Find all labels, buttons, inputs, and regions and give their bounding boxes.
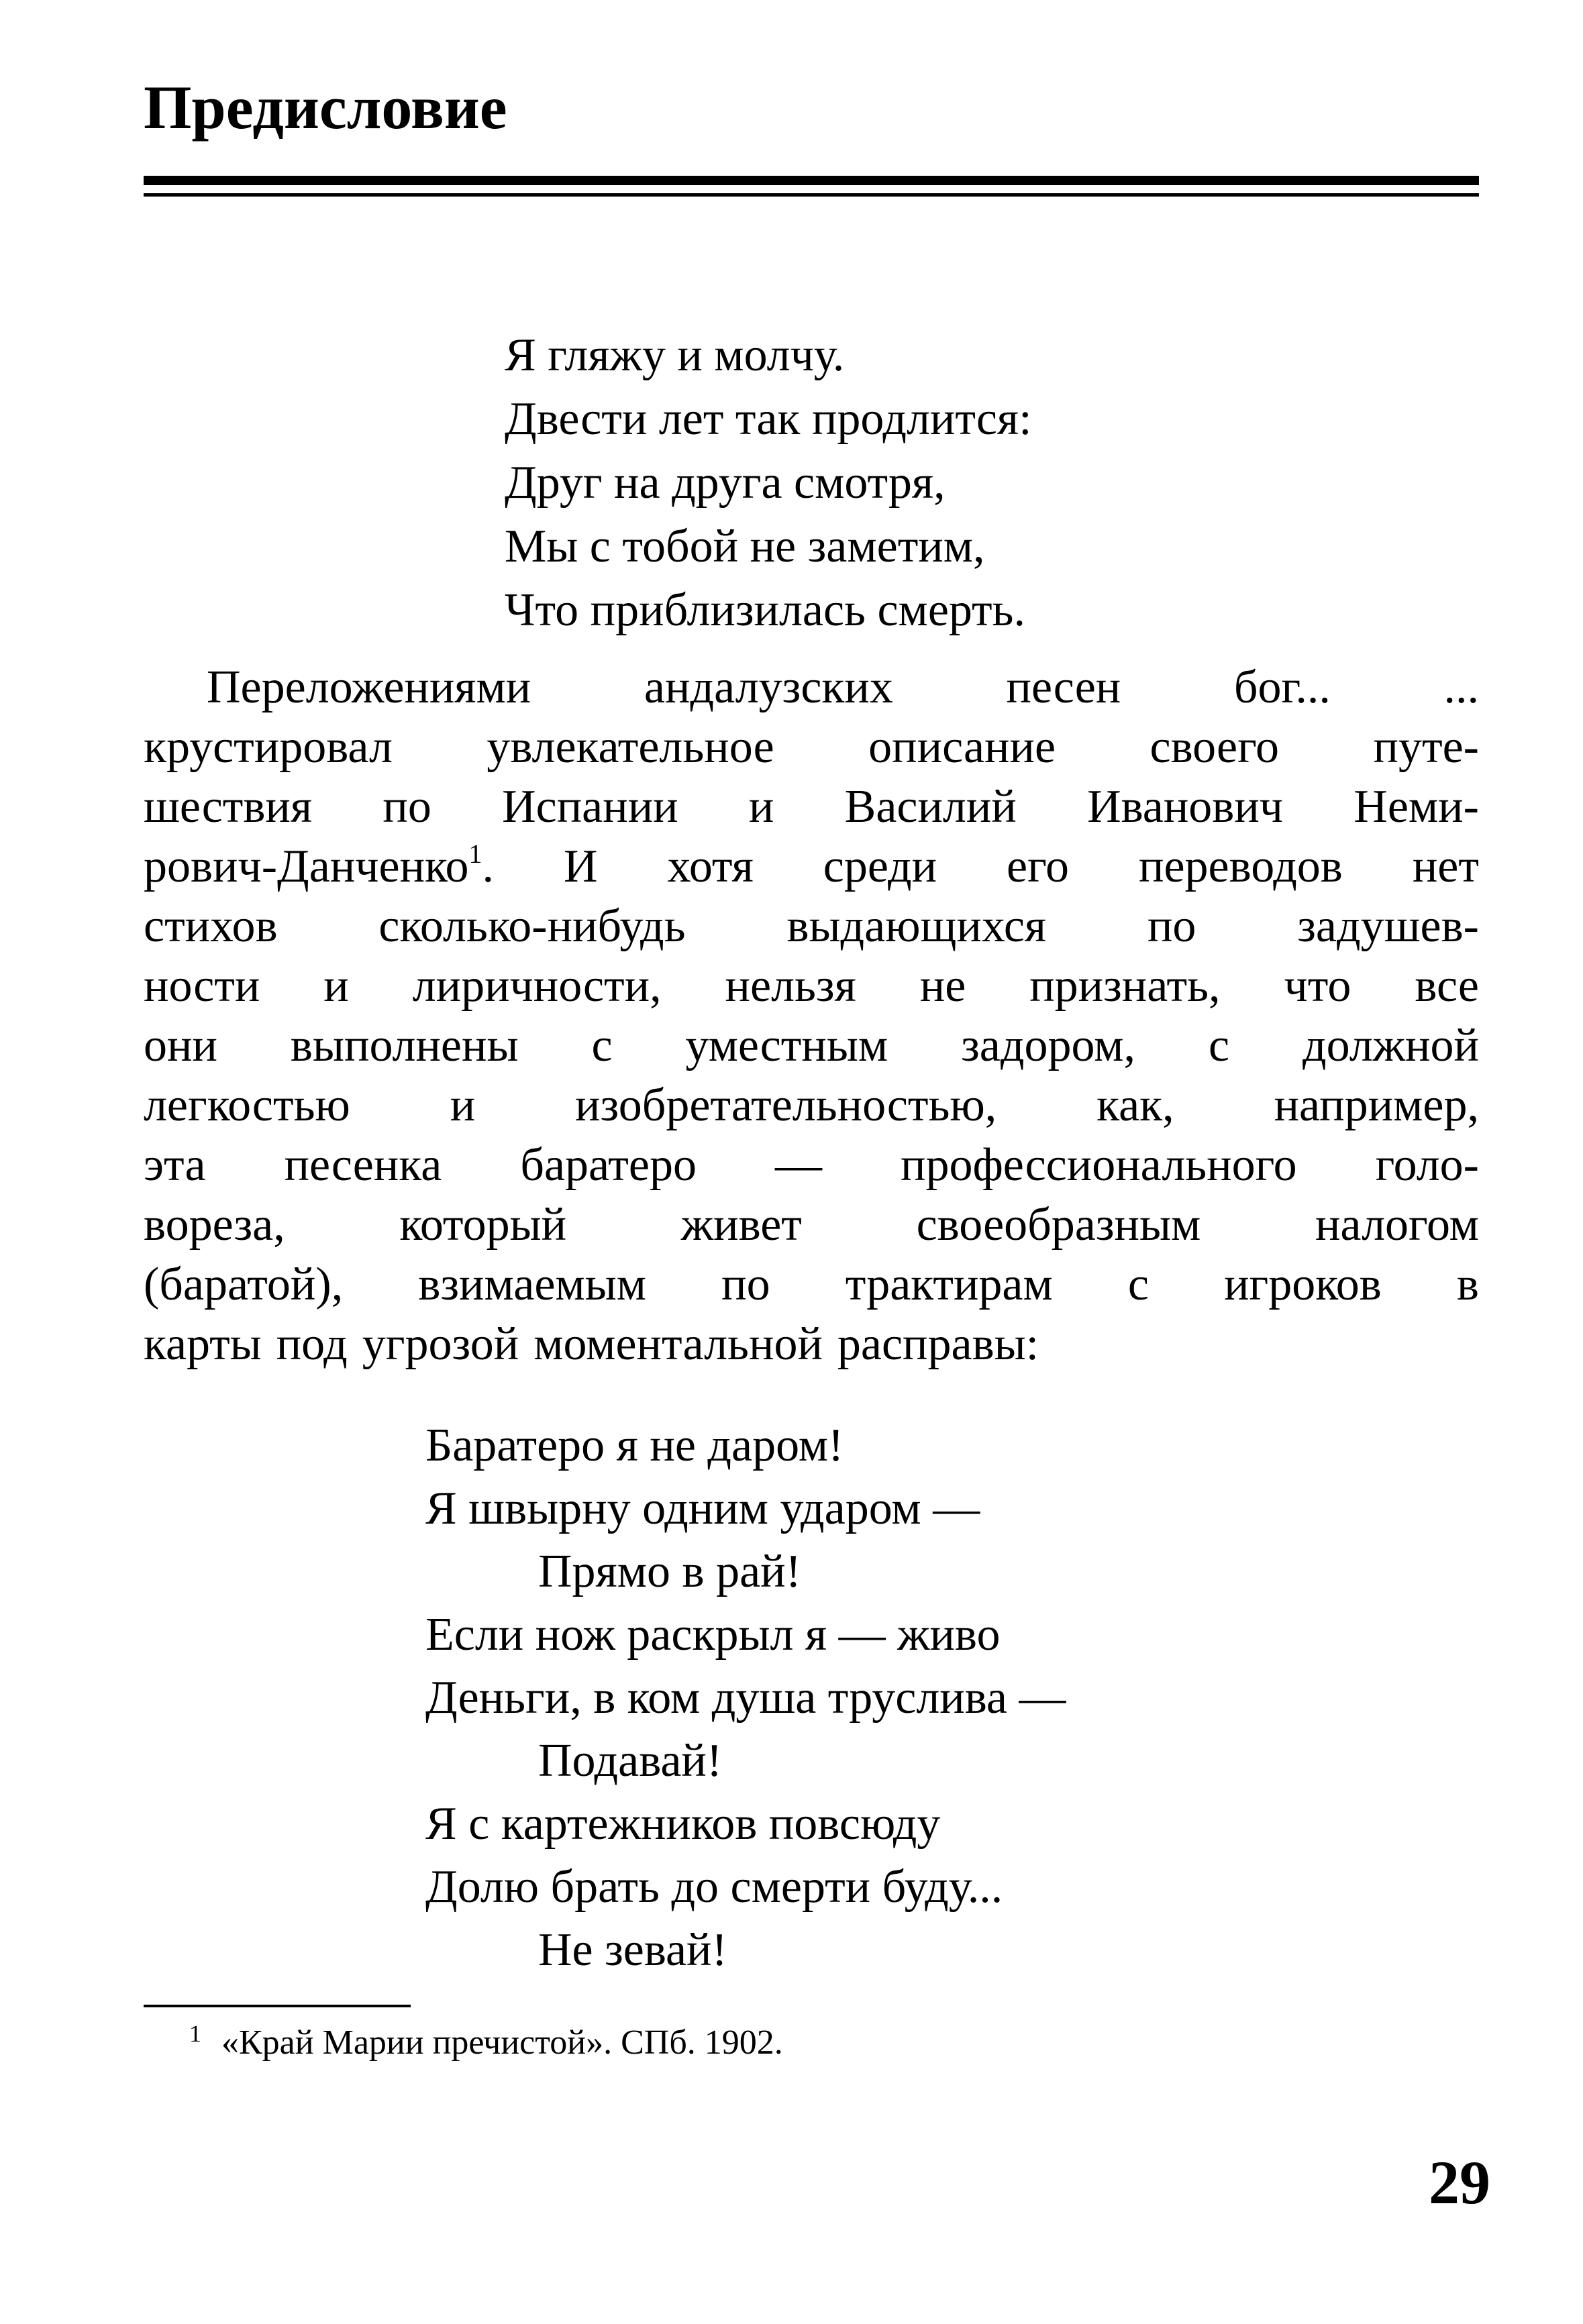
word: уместным [685, 1020, 888, 1071]
word: трактирам [845, 1259, 1053, 1310]
word: голо- [1375, 1139, 1479, 1191]
paragraph-line [144, 956, 1479, 1016]
word: налогом [1315, 1199, 1479, 1251]
word: песенка [284, 1139, 442, 1191]
word: угрозой [362, 1318, 519, 1370]
word: все [1415, 960, 1479, 1012]
word: живет [680, 1199, 802, 1251]
verse-line: Долю брать до смерти буду... [425, 1861, 1003, 1913]
word: лиричности, [412, 960, 662, 1012]
paragraph-line [144, 1195, 1479, 1255]
word: профессионального [900, 1139, 1297, 1191]
paragraph-line [144, 1255, 1479, 1314]
word: песен [1006, 662, 1121, 713]
footnote [189, 2019, 783, 2066]
verse-line: Баратеро я не даром! [425, 1420, 844, 1471]
word: должной [1303, 1020, 1479, 1071]
word: признать, [1029, 960, 1221, 1012]
verse-line: Подавай! [538, 1735, 723, 1787]
word: игроков [1224, 1259, 1382, 1310]
paragraph-line [144, 777, 1479, 837]
song-verse [425, 1414, 1066, 1982]
word: по [721, 1259, 770, 1310]
paragraph-line [144, 1075, 1479, 1135]
verse-line: Я с картежников повсюду [425, 1798, 941, 1850]
word: как, [1096, 1079, 1174, 1131]
word: под [276, 1318, 348, 1370]
verse-line: Что приблизилась смерть. [505, 584, 1025, 636]
word: стихов [144, 900, 278, 952]
word: Иванович [1087, 781, 1283, 833]
word: задором, [961, 1020, 1135, 1071]
footnote-text: «Край Марии пречистой». СПб. 1902. [221, 2023, 783, 2062]
word: и [450, 1079, 476, 1131]
word: путе- [1373, 721, 1479, 773]
word: шествия [144, 781, 313, 833]
footnote-rule [144, 2005, 411, 2007]
word: рович-Данченко$^1$. [144, 839, 494, 892]
word: среди [823, 841, 937, 892]
page-header [144, 67, 1479, 148]
word: выполнены [290, 1020, 519, 1071]
paragraph-line [144, 896, 1479, 956]
word: не [919, 960, 966, 1012]
verse-line: Я гляжу и молчу. [505, 329, 845, 381]
word: ... [1443, 662, 1479, 713]
verse-line: Деньги, в ком душа труслива — [425, 1672, 1066, 1724]
word: сколько-нибудь [378, 900, 686, 952]
word: по [382, 781, 431, 833]
word: взимаемым [418, 1259, 647, 1310]
word: — [774, 1139, 822, 1191]
word: например, [1274, 1079, 1479, 1131]
word: увлекательное [487, 721, 774, 773]
word: ности [144, 960, 260, 1012]
word: крустировал [144, 721, 393, 773]
word: его [1007, 841, 1070, 892]
word: описание [868, 721, 1056, 773]
word: который [399, 1199, 567, 1251]
word: своеобразным [916, 1199, 1201, 1251]
paragraph-line [144, 1314, 1479, 1374]
word: они [144, 1020, 217, 1071]
footnote-mark: 1 [189, 2020, 201, 2047]
word: баратеро [520, 1139, 697, 1191]
page-number: 29 [1429, 2148, 1490, 2217]
word: и [748, 781, 774, 833]
word: Неми- [1354, 781, 1479, 833]
word: с [1208, 1020, 1230, 1071]
word: карты [144, 1318, 262, 1370]
verse-line: Если нож раскрыл я — живо [425, 1609, 1001, 1660]
verse-line: Двести лет так продлится: [505, 393, 1032, 445]
paragraph-line [144, 717, 1479, 777]
word: и [323, 960, 349, 1012]
body-paragraph [144, 657, 1479, 1374]
word: вореза, [144, 1199, 285, 1251]
footnote-ref: 1 [468, 839, 482, 869]
word: И [563, 841, 598, 892]
verse-line: Я швырну одним ударом — [425, 1483, 980, 1534]
word: с [591, 1020, 613, 1071]
word: Переложениями [207, 662, 531, 713]
word: моментальной [533, 1318, 823, 1370]
running-head: Предисловие [144, 73, 507, 142]
word: нет [1412, 841, 1479, 892]
word: легкостью [144, 1079, 350, 1131]
word: эта [144, 1139, 206, 1191]
word: Василий [844, 781, 1017, 833]
epigraph-verse [505, 323, 1032, 642]
word: задушев- [1297, 900, 1479, 952]
word: (баратой), [144, 1259, 344, 1310]
header-rule-thick [144, 176, 1479, 185]
word: изобретательностью, [575, 1079, 997, 1131]
paragraph-line [144, 1016, 1479, 1075]
paragraph-line [144, 1135, 1479, 1195]
word: в [1456, 1259, 1479, 1310]
verse-line: Прямо в рай! [538, 1546, 801, 1597]
word: выдающихся [786, 900, 1047, 952]
word: расправы: [837, 1318, 1039, 1370]
word: нельзя [725, 960, 856, 1012]
verse-line: Друг на друга смотря, [505, 457, 946, 509]
word: Испании [502, 781, 678, 833]
word: что [1284, 960, 1351, 1012]
paragraph-line [144, 657, 1479, 717]
word: с [1127, 1259, 1149, 1310]
word: хотя [667, 841, 754, 892]
header-rule-thin [144, 193, 1479, 197]
word: по [1147, 900, 1196, 952]
word: переводов [1139, 841, 1343, 892]
word: своего [1150, 721, 1280, 773]
verse-line: Мы с тобой не заметим, [505, 521, 985, 572]
word: андалузских [644, 662, 893, 713]
word: бог... [1233, 662, 1331, 713]
verse-line: Не зевай! [538, 1924, 727, 1976]
paragraph-line-with-footnote [144, 837, 1479, 896]
